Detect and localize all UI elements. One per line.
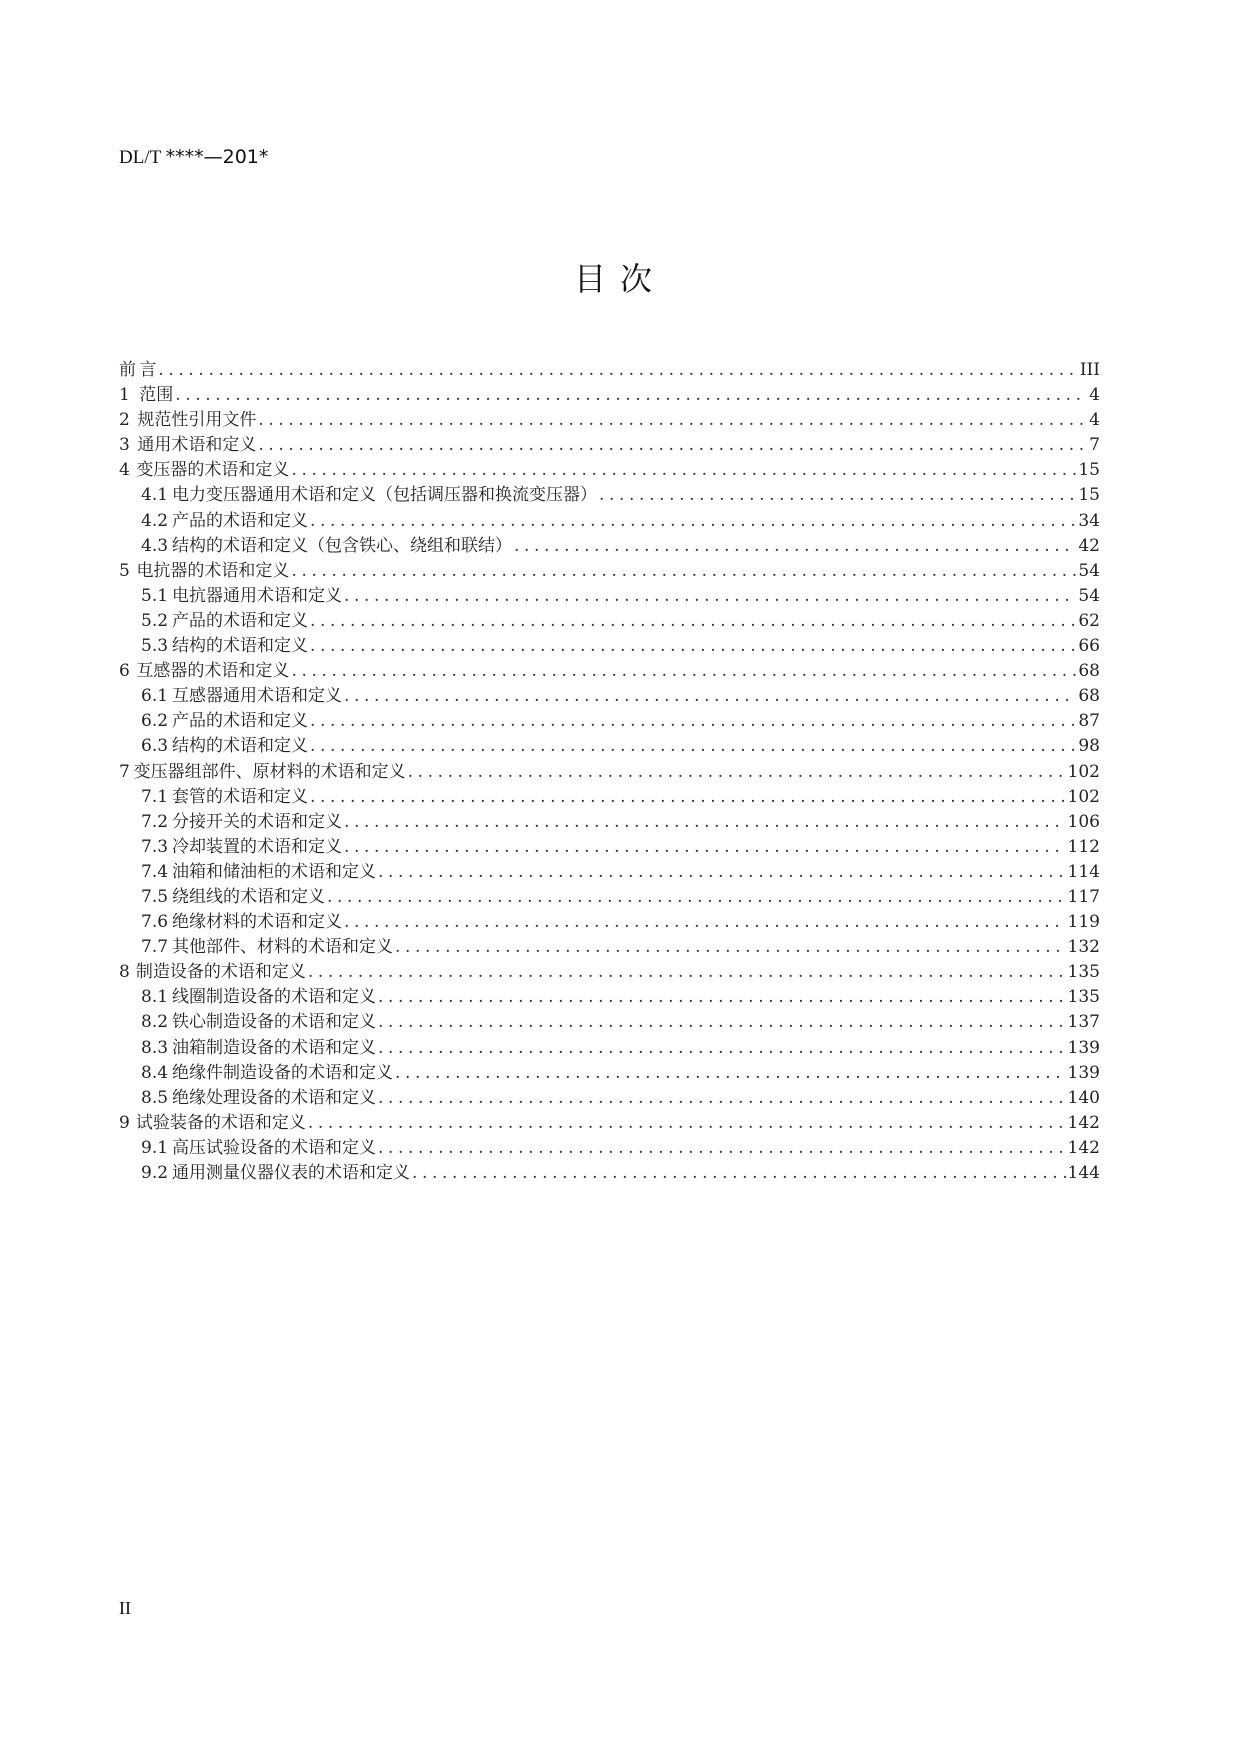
toc-entry-number: 9.2 (141, 1163, 169, 1183)
toc-dot-leader (378, 860, 1066, 885)
toc-entry[interactable] (119, 760, 1100, 785)
toc-entry-number: 5.3 (141, 636, 169, 657)
toc-dot-leader (310, 609, 1076, 634)
toc-entry[interactable] (119, 1036, 1100, 1061)
toc-entry-number: 5.2 (141, 610, 169, 631)
toc-dot-leader (258, 408, 1087, 433)
toc-entry[interactable] (119, 684, 1100, 709)
toc-entry-label: 分接开关的术语和定义 (172, 811, 343, 832)
document-code-header (119, 146, 268, 169)
toc-entry-page: 34 (1078, 510, 1100, 531)
toc-entry[interactable] (119, 1010, 1100, 1035)
toc-entry-number: 前 (119, 360, 136, 380)
toc-entry-label: 高压试验设备的术语和定义 (172, 1137, 377, 1158)
toc-entry[interactable] (119, 408, 1100, 433)
toc-entry-number: 5.1 (141, 585, 169, 606)
toc-entry[interactable] (119, 509, 1100, 534)
document-code-prefix: DL/T (119, 147, 166, 168)
toc-entry-label: 规范性引用文件 (137, 410, 257, 431)
toc-dot-leader (310, 709, 1076, 734)
toc-entry[interactable] (119, 985, 1100, 1010)
toc-entry-label: 结构的术语和定义 (172, 636, 309, 657)
toc-dot-leader (344, 584, 1076, 609)
toc-entry[interactable] (119, 634, 1100, 659)
toc-dot-leader (378, 1036, 1066, 1061)
toc-entry-label: 套管的术语和定义 (172, 786, 309, 807)
toc-entry-page: 98 (1078, 736, 1100, 757)
toc-dot-leader (344, 910, 1066, 935)
toc-entry[interactable] (119, 659, 1100, 684)
toc-dot-leader (310, 734, 1076, 759)
toc-entry-page: 142 (1067, 1112, 1100, 1133)
toc-dot-leader (344, 684, 1076, 709)
toc-entry[interactable] (119, 433, 1100, 458)
toc-entry-number: 3 (119, 435, 130, 456)
toc-entry-number: 9 (119, 1112, 130, 1133)
toc-entry-label: 其他部件、材料的术语和定义 (172, 937, 394, 958)
toc-entry[interactable] (119, 483, 1100, 508)
toc-entry-page: 42 (1078, 535, 1100, 556)
toc-entry-page: 102 (1067, 786, 1100, 807)
toc-entry-label: 通用术语和定义 (137, 435, 257, 456)
toc-dot-leader (378, 1086, 1066, 1111)
toc-entry-number: 7.3 (141, 836, 169, 857)
toc-entry-label: 绝缘材料的术语和定义 (172, 912, 343, 933)
toc-dot-leader (291, 458, 1076, 483)
toc-entry-number: 6 (119, 661, 130, 682)
toc-entry-number: 9.1 (141, 1137, 169, 1158)
toc-entry-number: 4 (119, 460, 130, 481)
toc-dot-leader (408, 760, 1066, 785)
toc-dot-leader (308, 1111, 1066, 1136)
toc-entry-page: 15 (1078, 460, 1100, 481)
toc-entry[interactable] (119, 1161, 1100, 1186)
toc-dot-leader (258, 433, 1087, 458)
toc-entry-page: 62 (1078, 610, 1100, 631)
toc-entry-page: 114 (1067, 861, 1100, 882)
table-of-contents (119, 358, 1100, 1186)
toc-dot-leader (310, 785, 1066, 810)
toc-dot-leader (291, 659, 1076, 684)
toc-entry-page: 140 (1067, 1087, 1100, 1108)
toc-dot-leader (344, 810, 1066, 835)
toc-entry-page: 4 (1089, 410, 1100, 431)
toc-entry-page: 135 (1067, 962, 1100, 983)
toc-entry-page: 139 (1067, 1062, 1100, 1083)
toc-dot-leader (599, 483, 1076, 508)
toc-entry-number: 8.2 (141, 1012, 169, 1033)
toc-entry-number: 8.4 (141, 1062, 169, 1083)
toc-entry[interactable] (119, 1061, 1100, 1086)
toc-entry-page: III (1079, 360, 1100, 380)
toc-entry-label: 互感器的术语和定义 (136, 661, 290, 682)
toc-dot-leader (378, 1136, 1066, 1161)
toc-entry-number: 8.1 (141, 987, 169, 1008)
toc-entry-label: 通用测量仪器仪表的术语和定义 (172, 1163, 411, 1183)
toc-dot-leader (395, 935, 1066, 960)
toc-entry[interactable] (119, 1136, 1100, 1161)
toc-entry-label: 产品的术语和定义 (172, 711, 309, 732)
toc-entry-label: 试验装备的术语和定义 (135, 1112, 306, 1133)
toc-entry[interactable] (119, 458, 1100, 483)
toc-entry-page: 132 (1067, 937, 1100, 958)
toc-entry[interactable] (119, 960, 1100, 985)
toc-entry-number: 7.7 (141, 937, 169, 958)
toc-entry-page: 68 (1078, 686, 1100, 707)
toc-entry[interactable] (119, 1086, 1100, 1111)
toc-entry-page: 54 (1078, 560, 1100, 581)
toc-entry-label: 绕组线的术语和定义 (172, 886, 326, 907)
toc-dot-leader (378, 1010, 1066, 1035)
toc-entry-label: 互感器通用术语和定义 (172, 686, 343, 707)
toc-entry[interactable] (119, 709, 1100, 734)
toc-entry[interactable] (119, 935, 1100, 960)
page-title: 目次 (573, 260, 666, 298)
toc-entry-number: 6.2 (141, 711, 169, 732)
toc-entry[interactable] (119, 534, 1100, 559)
toc-entry[interactable] (119, 358, 1100, 383)
toc-entry-label: 产品的术语和定义 (172, 610, 309, 631)
toc-dot-leader (378, 985, 1066, 1010)
toc-entry-label: 铁心制造设备的术语和定义 (172, 1012, 377, 1033)
toc-entry[interactable] (119, 584, 1100, 609)
toc-entry-number: 8.3 (141, 1037, 169, 1058)
toc-entry-page: 68 (1078, 661, 1100, 682)
toc-entry-page: 144 (1067, 1163, 1100, 1183)
toc-entry-page: 142 (1067, 1137, 1100, 1158)
toc-entry-page: 112 (1067, 836, 1100, 857)
toc-entry-number: 7.4 (141, 861, 169, 882)
toc-dot-leader (412, 1161, 1066, 1186)
toc-dot-leader (310, 634, 1076, 659)
toc-entry-number: 1 (119, 385, 130, 406)
toc-entry-number: 4.2 (141, 510, 169, 531)
toc-entry-number: 7.1 (141, 786, 169, 807)
toc-entry-page: 139 (1067, 1037, 1100, 1058)
toc-entry[interactable] (119, 885, 1100, 910)
toc-entry-label: 电抗器的术语和定义 (136, 560, 290, 581)
toc-dot-leader (395, 1061, 1066, 1086)
toc-entry-label: 结构的术语和定义 (172, 736, 309, 757)
toc-entry-label: 结构的术语和定义（包含铁心、绕组和联结） (172, 535, 513, 556)
toc-entry-page: 135 (1067, 987, 1100, 1008)
toc-entry[interactable] (119, 1111, 1100, 1136)
toc-entry-label: 变压器的术语和定义 (136, 460, 290, 481)
toc-entry-number: 2 (119, 410, 130, 431)
toc-entry[interactable] (119, 785, 1100, 810)
toc-entry-page: 15 (1078, 485, 1100, 506)
toc-entry-number: 4.1 (141, 485, 169, 506)
toc-entry[interactable] (119, 609, 1100, 634)
toc-entry-page: 87 (1078, 711, 1100, 732)
toc-entry[interactable] (119, 734, 1100, 759)
toc-dot-leader (344, 835, 1066, 860)
toc-dot-leader (514, 534, 1076, 559)
toc-dot-leader (327, 885, 1066, 910)
toc-entry[interactable] (119, 810, 1100, 835)
toc-entry[interactable] (119, 910, 1100, 935)
toc-dot-leader (308, 960, 1066, 985)
toc-entry-label: 言 (139, 360, 157, 380)
toc-entry-label: 绝缘件制造设备的术语和定义 (172, 1062, 394, 1083)
toc-entry-number: 7.2 (141, 811, 169, 832)
toc-entry-page: 106 (1067, 811, 1100, 832)
toc-entry-number: 7.6 (141, 912, 169, 933)
toc-dot-leader (158, 358, 1077, 383)
toc-entry-label: 产品的术语和定义 (172, 510, 309, 531)
toc-entry-label: 线圈制造设备的术语和定义 (172, 987, 377, 1008)
toc-entry[interactable] (119, 860, 1100, 885)
toc-entry[interactable] (119, 383, 1100, 408)
toc-entry-page: 102 (1067, 761, 1100, 782)
toc-entry-page: 117 (1067, 886, 1100, 907)
toc-entry-number: 4.3 (141, 535, 169, 556)
toc-entry-number: 6.1 (141, 686, 169, 707)
toc-entry-page: 137 (1067, 1012, 1100, 1033)
toc-entry-number: 5 (119, 560, 130, 581)
toc-entry-label: 油箱和储油柜的术语和定义 (172, 861, 377, 882)
toc-entry-number: 6.3 (141, 736, 169, 757)
toc-entry-label: 制造设备的术语和定义 (135, 962, 306, 983)
toc-entry[interactable] (119, 559, 1100, 584)
toc-entry-label: 油箱制造设备的术语和定义 (172, 1037, 377, 1058)
toc-entry-page: 4 (1089, 385, 1100, 406)
toc-dot-leader (310, 509, 1076, 534)
toc-entry-number: 8 (119, 962, 130, 983)
toc-entry-label: 电抗器通用术语和定义 (172, 585, 343, 606)
toc-dot-leader (175, 383, 1087, 408)
toc-entry-label: 变压器组部件、原材料的术语和定义 (133, 761, 406, 782)
toc-entry[interactable] (119, 835, 1100, 860)
toc-entry-page: 54 (1078, 585, 1100, 606)
toc-dot-leader (291, 559, 1076, 584)
toc-entry-page: 66 (1078, 636, 1100, 657)
toc-entry-label: 绝缘处理设备的术语和定义 (172, 1087, 377, 1108)
document-code-suffix: ****—201* (165, 146, 269, 168)
page-number: II (119, 1598, 131, 1618)
toc-entry-page: 119 (1067, 912, 1100, 933)
toc-entry-page: 7 (1089, 435, 1100, 456)
toc-entry-number: 7.5 (141, 886, 169, 907)
toc-entry-label: 冷却装置的术语和定义 (172, 836, 343, 857)
toc-entry-label: 范围 (139, 385, 174, 406)
toc-entry-label: 电力变压器通用术语和定义（包括调压器和换流变压器） (172, 485, 598, 506)
toc-entry-number: 7 (119, 761, 130, 782)
toc-entry-number: 8.5 (141, 1087, 169, 1108)
